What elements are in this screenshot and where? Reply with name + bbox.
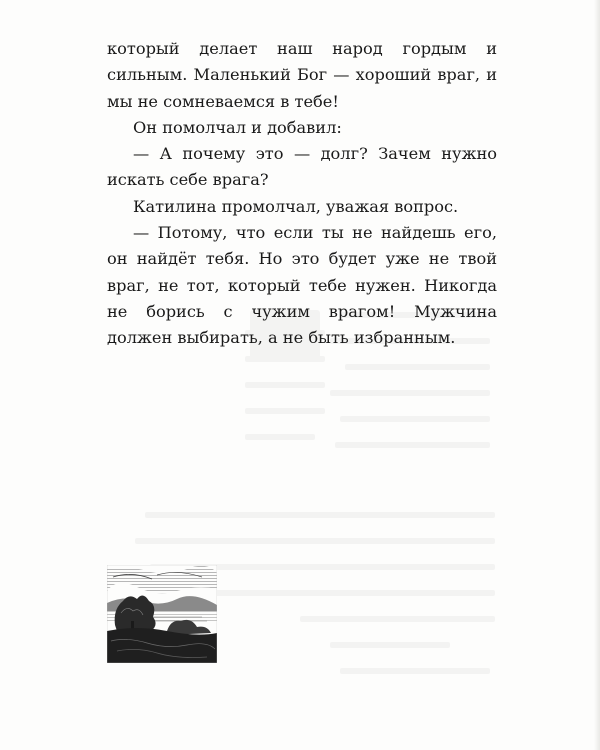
paragraph-5: — Потому, что если ты не найдешь его, он найдёт тебя. Но это будет уже не твой враг, не тот, который тебе нужен. Никогда не борись с чужим врагом! Мужчина должен выбирать, а не быть избранным. (107, 223, 497, 348)
paragraph-2: Он помолчал и добавил: (133, 117, 342, 137)
paragraph-4: Катилина промолчал, уважая вопрос. (133, 196, 459, 216)
page-edge-shadow (594, 0, 600, 750)
paragraph-1: который делает наш народ гордым и сильным. Маленький Бог — хороший враг, и мы не сомневаемся в тебе! (107, 39, 497, 111)
paragraph-3: — А почему это — долг? Зачем нужно искать себе врага? (107, 144, 497, 190)
body-text (107, 36, 497, 352)
landscape-engraving-icon (107, 565, 217, 663)
